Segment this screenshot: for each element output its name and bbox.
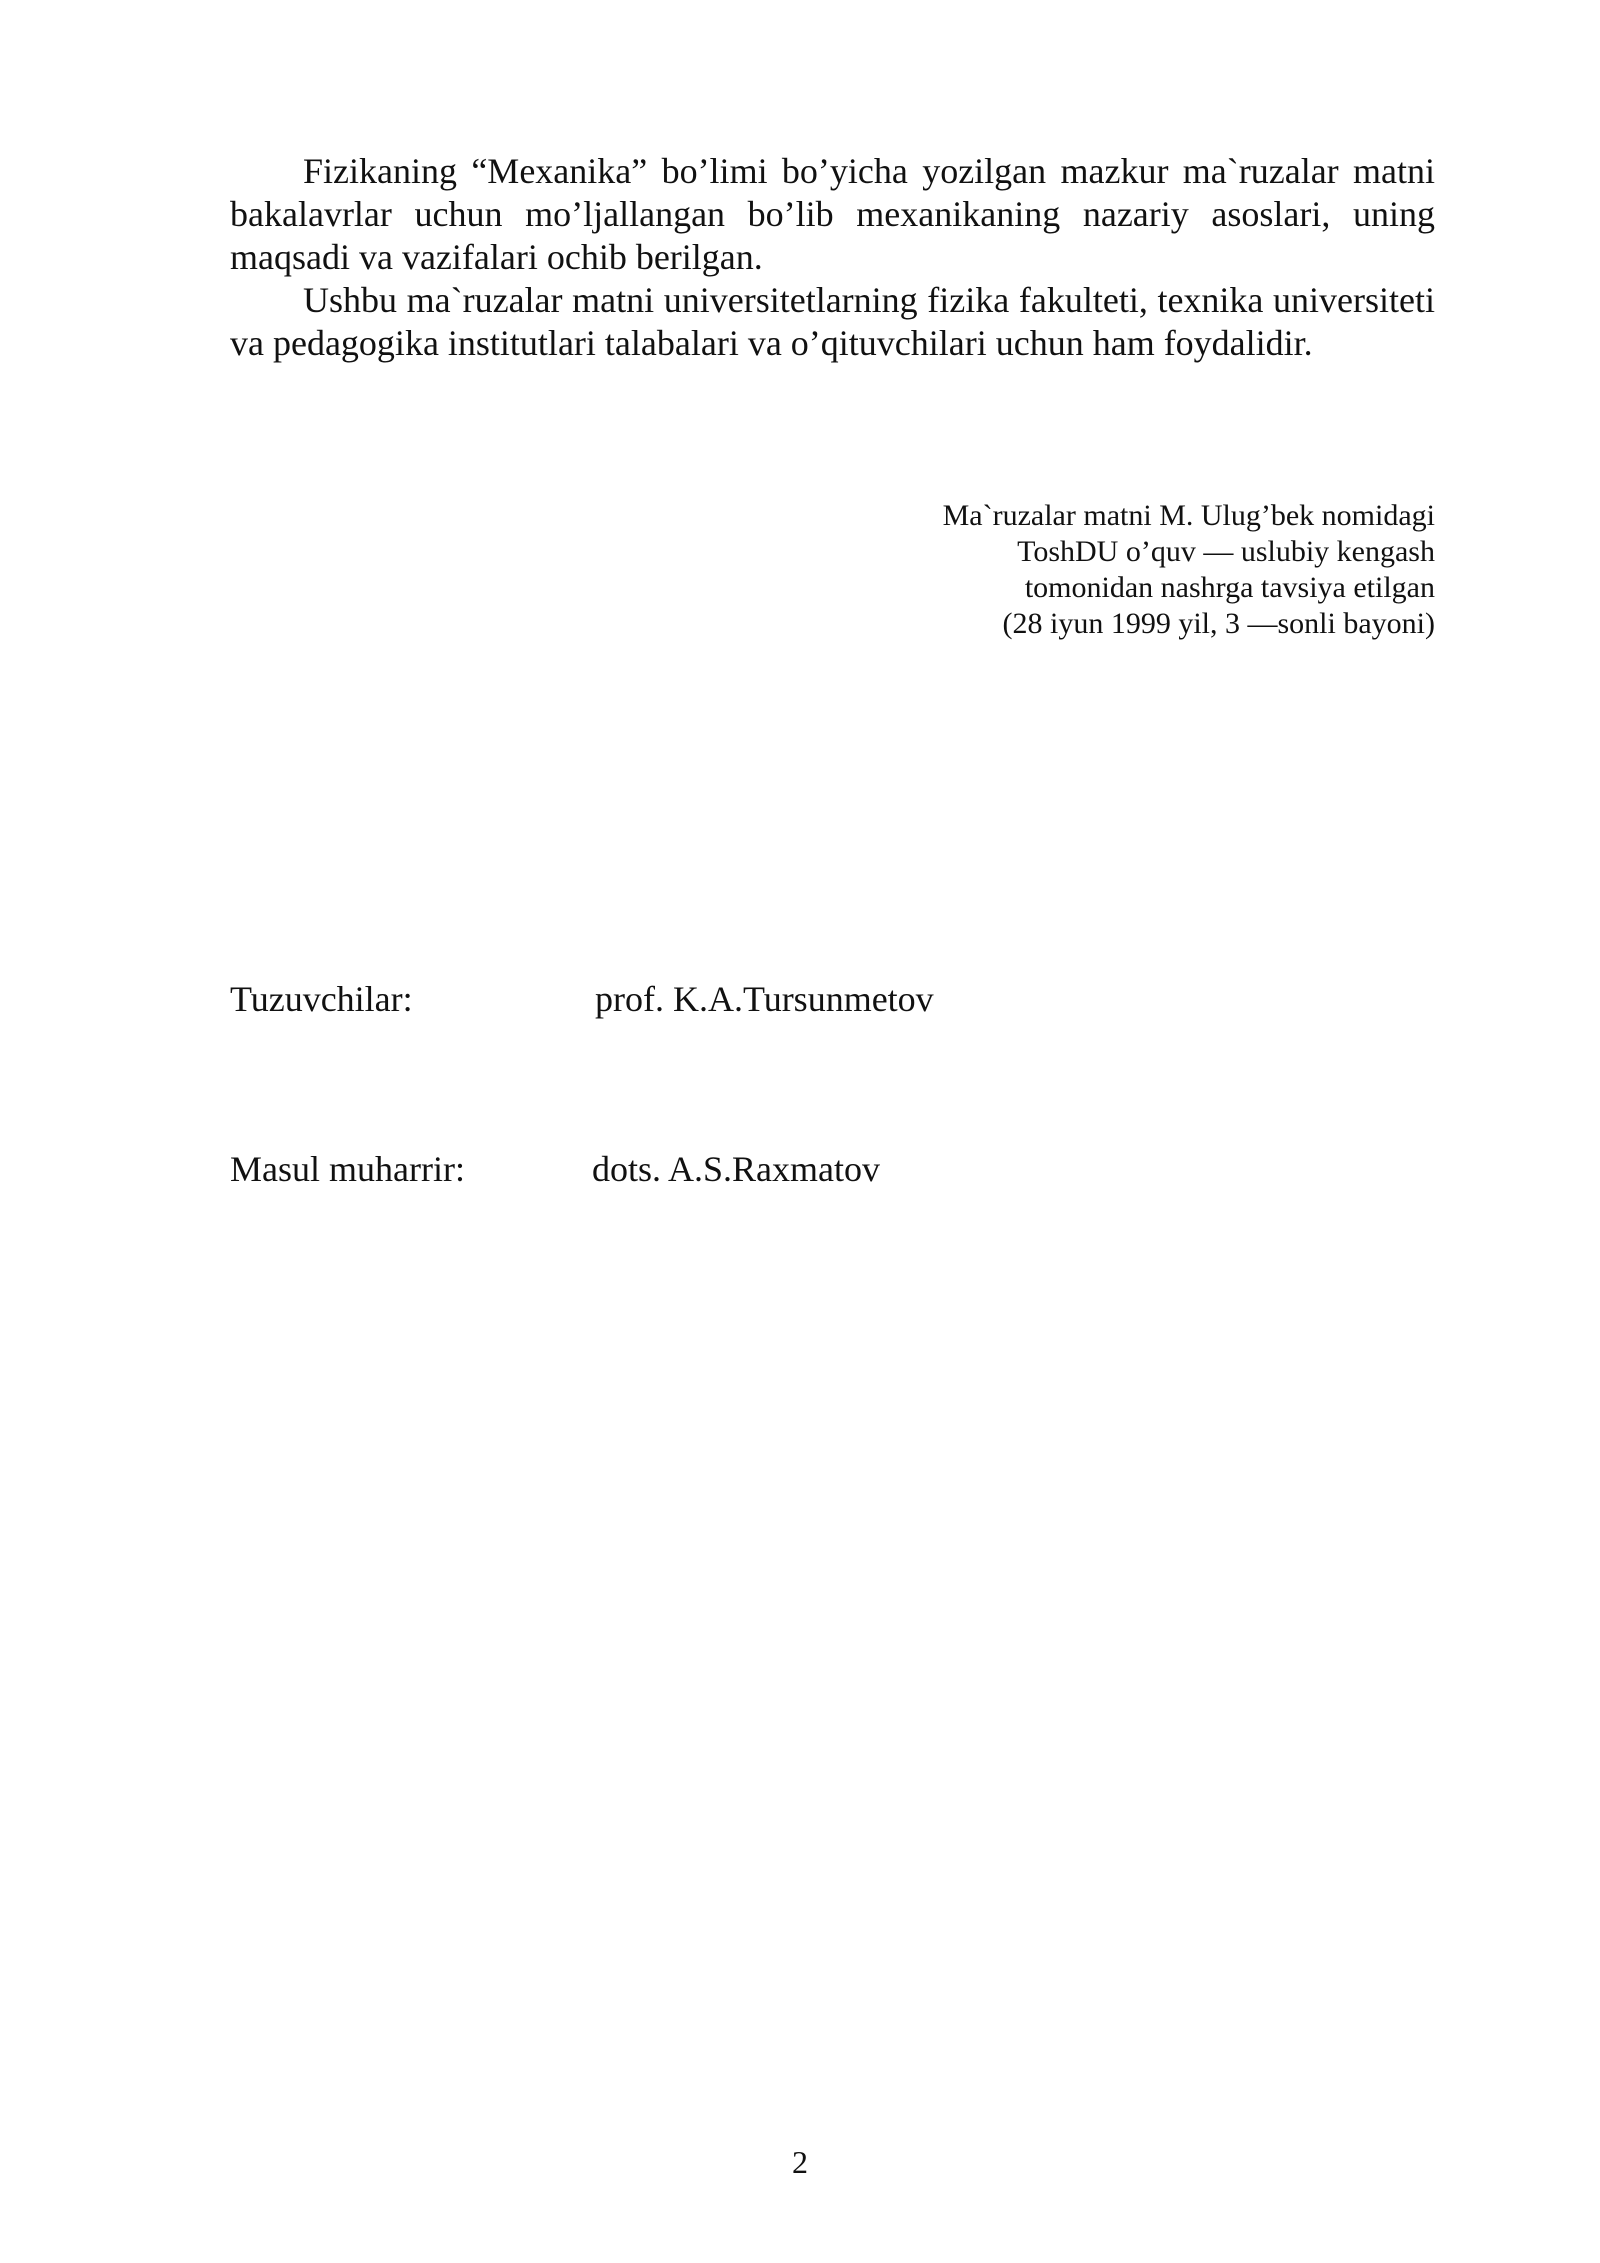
abstract-paragraph-2: Ushbu ma`ruzalar matni universitetlarning fizika fakulteti, texnika universiteti va pedagogika institutlari talabalari va o’qituvchilari uchun ham foydalidir. — [230, 280, 1435, 363]
approval-line-4: (28 iyun 1999 yil, 3 —sonli bayoni) — [1002, 607, 1435, 640]
compiler-name: prof. K.A.Tursunmetov — [595, 979, 934, 1019]
approval-line-2: ToshDU o’quv — uslubiy kengash — [1017, 535, 1435, 568]
editor-label: Masul muharrir: — [230, 1149, 465, 1189]
approval-line-1: Ma`ruzalar matni M. Ulug’bek nomidagi — [942, 499, 1435, 532]
page-number: 2 — [792, 2144, 808, 2180]
approval-line-3: tomonidan nashrga tavsiya etilgan — [1024, 571, 1435, 604]
compiler-label: Tuzuvchilar: — [230, 979, 413, 1019]
abstract-paragraph-1: Fizikaning “Mexanika” bo’limi bo’yicha yozilgan mazkur ma`ruzalar matni bakalavrlar uchun mo’ljallangan bo’lib mexanikaning nazariy asoslari, uning maqsadi va vazifalari ochib berilgan. — [230, 151, 1435, 277]
editor-name: dots. A.S.Raxmatov — [592, 1149, 881, 1189]
abstract-block — [230, 150, 1435, 365]
approval-note — [820, 498, 1435, 642]
